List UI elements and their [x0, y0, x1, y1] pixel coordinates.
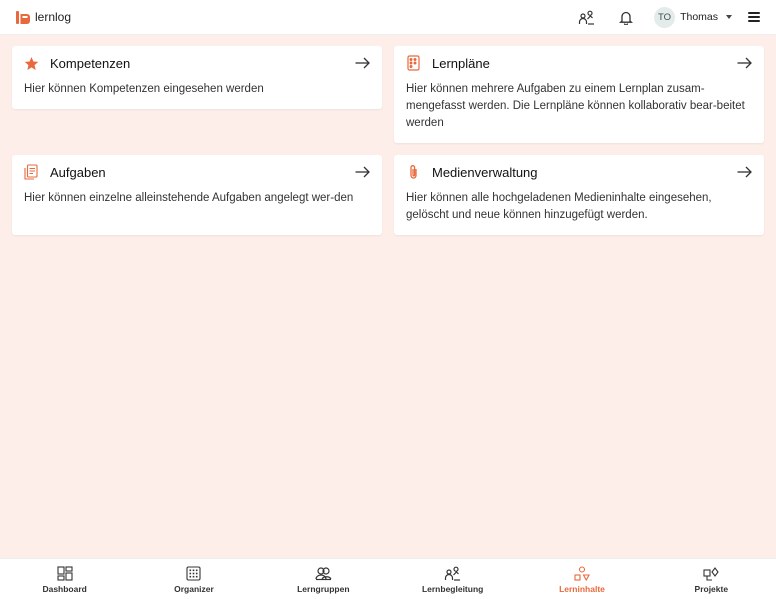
card-description: Hier können alle hochgeladenen Medieninhalte eingesehen, gelöscht und neue können hinzugefügt werden. — [406, 192, 712, 221]
nav-label: Dashboard — [42, 584, 87, 594]
arrow-right-icon[interactable] — [736, 55, 752, 71]
nav-item-lernbegleitung[interactable] — [388, 559, 517, 599]
nav-item-dashboard[interactable] — [0, 559, 129, 599]
organizer-icon — [186, 566, 201, 581]
card-title: Medienverwaltung — [432, 164, 538, 180]
chevron-down-icon — [726, 15, 732, 19]
nav-item-projekte[interactable] — [647, 559, 776, 599]
documents-icon — [23, 164, 39, 180]
plan-icon — [405, 55, 421, 71]
bottom-navigation — [0, 558, 776, 599]
user-menu[interactable] — [654, 7, 732, 28]
card-title: Lernpläne — [432, 55, 490, 71]
star-icon — [23, 55, 39, 71]
card-description: Hier können Kompetenzen eingesehen werden — [24, 83, 264, 95]
hamburger-menu-icon[interactable] — [748, 12, 760, 22]
card-description: Hier können einzelne alleinstehende Aufgaben angelegt wer-den — [24, 192, 354, 204]
arrow-right-icon[interactable] — [354, 164, 370, 180]
avatar: TO — [654, 7, 675, 28]
dashboard-icon — [57, 566, 73, 581]
nav-label: Projekte — [694, 584, 729, 594]
nav-label: Lernbegleitung — [421, 584, 484, 594]
top-bar — [0, 0, 776, 35]
user-name: Thomas — [680, 11, 718, 23]
paperclip-icon — [405, 164, 421, 180]
arrow-right-icon[interactable] — [354, 55, 370, 71]
arrow-right-icon[interactable] — [736, 164, 752, 180]
learning-support-icon[interactable] — [576, 7, 596, 27]
groups-icon — [315, 566, 332, 581]
lernlog-logo-icon — [16, 11, 30, 24]
nav-item-lerninhalte[interactable] — [517, 559, 646, 599]
support-icon — [444, 566, 461, 581]
nav-label: Lerngruppen — [297, 584, 350, 594]
card-description: Hier können mehrere Aufgaben zu einem Lernplan zusam-mengefasst werden. Die Lernpläne können kollaborativ bear-beitet werden — [406, 83, 745, 129]
nav-label: Organizer — [174, 584, 214, 594]
card-medienverwaltung[interactable] — [394, 155, 764, 235]
card-kompetenzen[interactable] — [12, 46, 382, 109]
card-title: Aufgaben — [50, 164, 106, 180]
projects-icon — [703, 566, 720, 581]
card-aufgaben[interactable] — [12, 155, 382, 235]
content-icon — [574, 566, 590, 581]
card-title: Kompetenzen — [50, 55, 131, 71]
bell-icon[interactable] — [616, 7, 636, 27]
app-name: lernlog — [35, 10, 72, 24]
nav-item-lerngruppen[interactable] — [259, 559, 388, 599]
brand[interactable] — [16, 10, 71, 24]
nav-label: Lerninhalte — [559, 584, 605, 594]
card-lernplaene[interactable] — [394, 46, 764, 143]
nav-item-organizer[interactable] — [129, 559, 258, 599]
